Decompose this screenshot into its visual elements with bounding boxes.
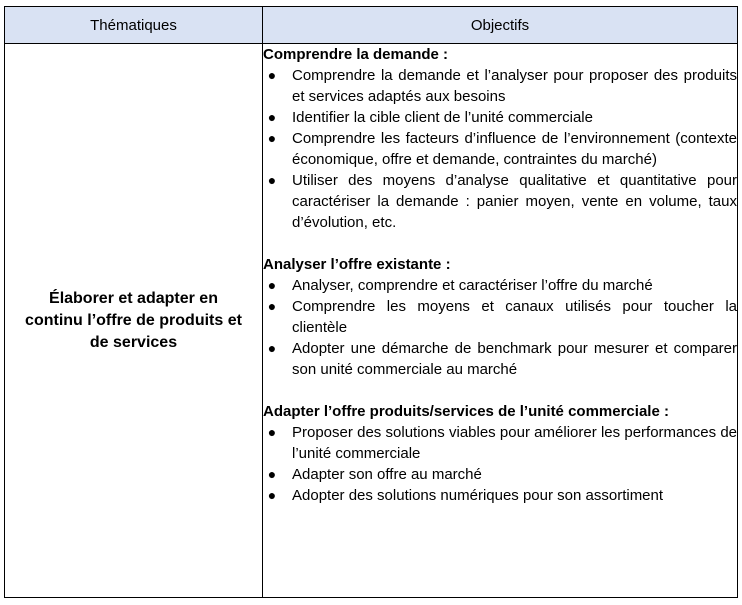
bullet-icon: ● <box>267 172 277 188</box>
bullet-icon: ● <box>267 466 277 482</box>
list-item <box>263 65 737 107</box>
list-item-text: Adapter son offre au marché <box>292 466 482 483</box>
bullet-icon: ● <box>267 487 277 503</box>
list-item <box>263 275 737 296</box>
bullet-icon: ● <box>267 298 277 314</box>
list-item-text: Analyser, comprendre et caractériser l’offre du marché <box>292 277 653 294</box>
section-adapter-offre <box>263 401 737 506</box>
section-comprendre-demande <box>263 44 737 233</box>
list-item <box>263 338 737 380</box>
theme-line: Élaborer et adapter en <box>49 289 218 307</box>
bullet-icon: ● <box>267 340 277 356</box>
objectives-cell <box>263 44 738 598</box>
list-item-text: Identifier la cible client de l’unité commerciale <box>292 109 593 126</box>
bullet-list <box>263 422 737 506</box>
bullet-icon: ● <box>267 277 277 293</box>
list-item-text: Comprendre les moyens et canaux utilisés pour toucher la clientèle <box>292 298 737 336</box>
bullet-list <box>263 275 737 380</box>
theme-cell <box>5 44 263 598</box>
objectives-table <box>4 6 738 598</box>
header-row <box>5 7 738 44</box>
bullet-list <box>263 65 737 233</box>
header-objectifs: Objectifs <box>263 7 738 44</box>
section-title: Adapter l’offre produits/services de l’unité commerciale : <box>263 403 669 420</box>
bullet-icon: ● <box>267 109 277 125</box>
list-item <box>263 296 737 338</box>
list-item-text: Proposer des solutions viables pour améliorer les performances de l’unité commerciale <box>292 424 737 462</box>
list-item-text: Comprendre les facteurs d’influence de l’environnement (contexte économique, offre et demande, contraintes du marché) <box>292 130 737 168</box>
list-item <box>263 128 737 170</box>
bullet-icon: ● <box>267 130 277 146</box>
list-item-text: Adopter une démarche de benchmark pour mesurer et comparer son unité commerciale au marché <box>292 340 737 378</box>
list-item-text: Adopter des solutions numériques pour son assortiment <box>292 487 664 504</box>
section-analyser-offre <box>263 254 737 380</box>
bullet-icon: ● <box>267 424 277 440</box>
list-item-text: Utiliser des moyens d’analyse qualitative et quantitative pour caractériser la demande : panier moyen, vente en volume, taux d’évolution, etc. <box>292 172 737 231</box>
list-item <box>263 422 737 464</box>
list-item-text: Comprendre la demande et l’analyser pour proposer des produits et services adaptés aux besoins <box>292 67 737 105</box>
bullet-icon: ● <box>267 67 277 83</box>
list-item <box>263 107 737 128</box>
section-title: Analyser l’offre existante : <box>263 256 451 273</box>
theme-line: continu l’offre de produits et <box>25 311 242 329</box>
list-item <box>263 485 737 506</box>
content-row <box>5 44 738 598</box>
section-title: Comprendre la demande : <box>263 46 449 63</box>
list-item <box>263 170 737 233</box>
header-thematiques: Thématiques <box>5 7 263 44</box>
theme-line: de services <box>89 333 178 351</box>
list-item <box>263 464 737 485</box>
